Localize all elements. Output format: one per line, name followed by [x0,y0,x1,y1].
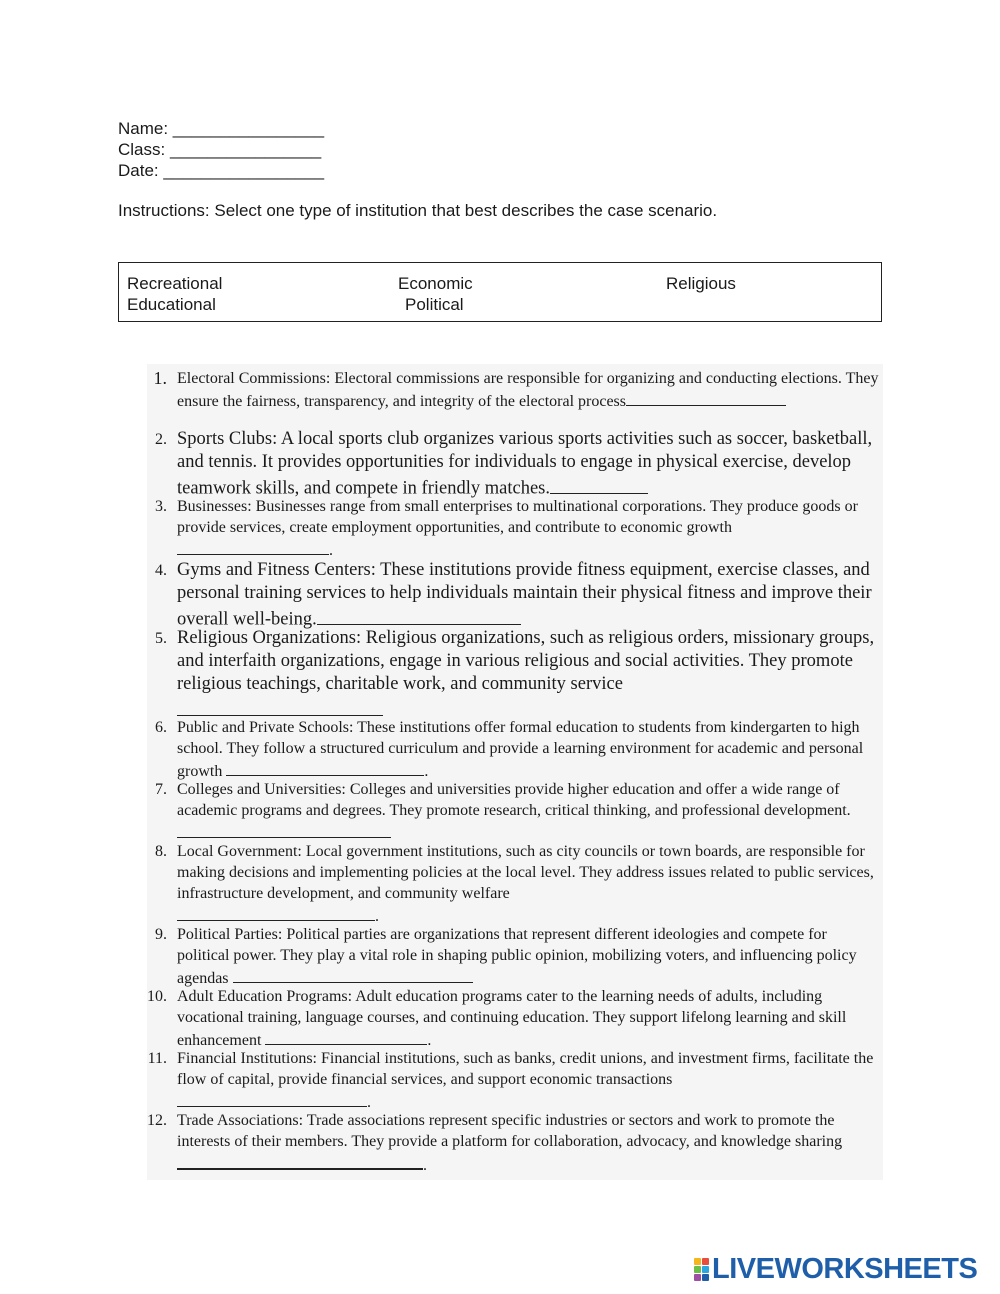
item-text: Financial Institutions: Financial institutions, such as banks, credit unions, and investment firms, facilitate the flow of capital, provide financial services, and support economic transactions . [177,1050,874,1111]
answer-blank[interactable] [177,1090,367,1107]
item-number: 1. [153,368,167,388]
item-number: 7. [155,781,167,798]
item-text: Political Parties: Political parties are organizations that represent different ideologies and compete for political power. They play a vital role in shaping public opinion, mobilizing voters, and influencing policy agendas [177,926,857,987]
item-number: 6. [155,719,167,736]
item-number: 8. [155,843,167,860]
item-number: 2. [155,431,167,448]
item-number: 12. [147,1112,167,1129]
item-text: Adult Education Programs: Adult education programs cater to the learning needs of adults, including vocational training, language courses, and continuing education. They support lifelong learning and skill enhancement . [177,988,847,1049]
item-number: 5. [155,630,167,647]
answer-blank[interactable] [177,821,391,838]
option-educational: Educational [127,295,216,314]
options-box [118,262,882,322]
item-text: Colleges and Universities: Colleges and universities provide higher education and offer a wide range of academic programs and degrees. They promote research, critical thinking, and professional development. [177,779,883,844]
answer-blank[interactable] [265,1028,427,1045]
item-number: 11. [147,1050,167,1067]
item-text: Public and Private Schools: These institutions offer formal education to students from kindergarten to high school. They follow a structured curriculum and provide a learning environment for academic and personal growth . [177,719,864,780]
answer-blank[interactable] [177,1152,423,1170]
item-number: 4. [155,562,167,579]
answer-blank[interactable] [233,966,473,983]
option-recreational: Recreational [127,274,223,293]
option-political: Political [405,295,464,314]
answer-blank[interactable] [177,538,329,555]
item-number: 9. [155,926,167,943]
answer-blank[interactable] [177,696,383,716]
item-text: Businesses: Businesses range from small enterprises to multinational corporations. They produce goods or provide services, create employment opportunities, and contribute to economic growth . [177,498,858,559]
question-list [147,364,883,1180]
instructions: Instructions: Select one type of institution that best describes the case scenario. [118,201,718,220]
option-economic: Economic [398,274,473,293]
item-number: 3. [155,498,167,515]
header-fields [118,118,324,181]
item-number: 10. [147,988,167,1005]
name-line: Name: ________________ [118,119,325,138]
item-text: Electoral Commissions: Electoral commissions are responsible for organizing and conducting elections. They ensure the fairness, transparency, and integrity of the electoral process [177,370,879,410]
answer-blank[interactable] [177,904,375,921]
item-text: Gyms and Fitness Centers: These institutions provide fitness equipment, exercise classes, and personal training services to help individuals maintain their physical fitness and improve their overall well-being. [177,560,872,630]
option-religious: Religious [666,274,736,293]
answer-blank[interactable] [626,389,786,406]
class-line: Class: ________________ [118,140,322,159]
date-line: Date: _________________ [118,161,325,180]
answer-blank[interactable] [550,474,648,494]
item-text: Trade Associations: Trade associations represent specific industries or sectors and work to promote the interests of their members. They provide a platform for collaboration, advocacy, and knowledge sharing . [177,1112,843,1174]
item-text: Local Government: Local government institutions, such as city councils or town boards, are responsible for making decisions and implementing policies at the local level. They address issues related to public services, infrastructure development, and community welfare . [177,843,874,925]
item-text: Sports Clubs: A local sports club organizes various sports activities such as soccer, basketball, and tennis. It provides opportunities for individuals to engage in physical exercise, develop teamwork skills, and compete in friendly matches. [177,429,873,499]
answer-blank[interactable] [226,759,424,776]
logo-blocks-icon [694,1258,709,1281]
answer-blank[interactable] [317,605,521,625]
logo-text: LIVEWORKSHEETS [712,1252,978,1285]
liveworksheets-logo [694,1254,977,1284]
item-text: Religious Organizations: Religious organizations, such as religious orders, missionary groups, and interfaith organizations, engage in various religious and social activities. They promote religious teachings, charitable work, and community service [177,627,883,723]
